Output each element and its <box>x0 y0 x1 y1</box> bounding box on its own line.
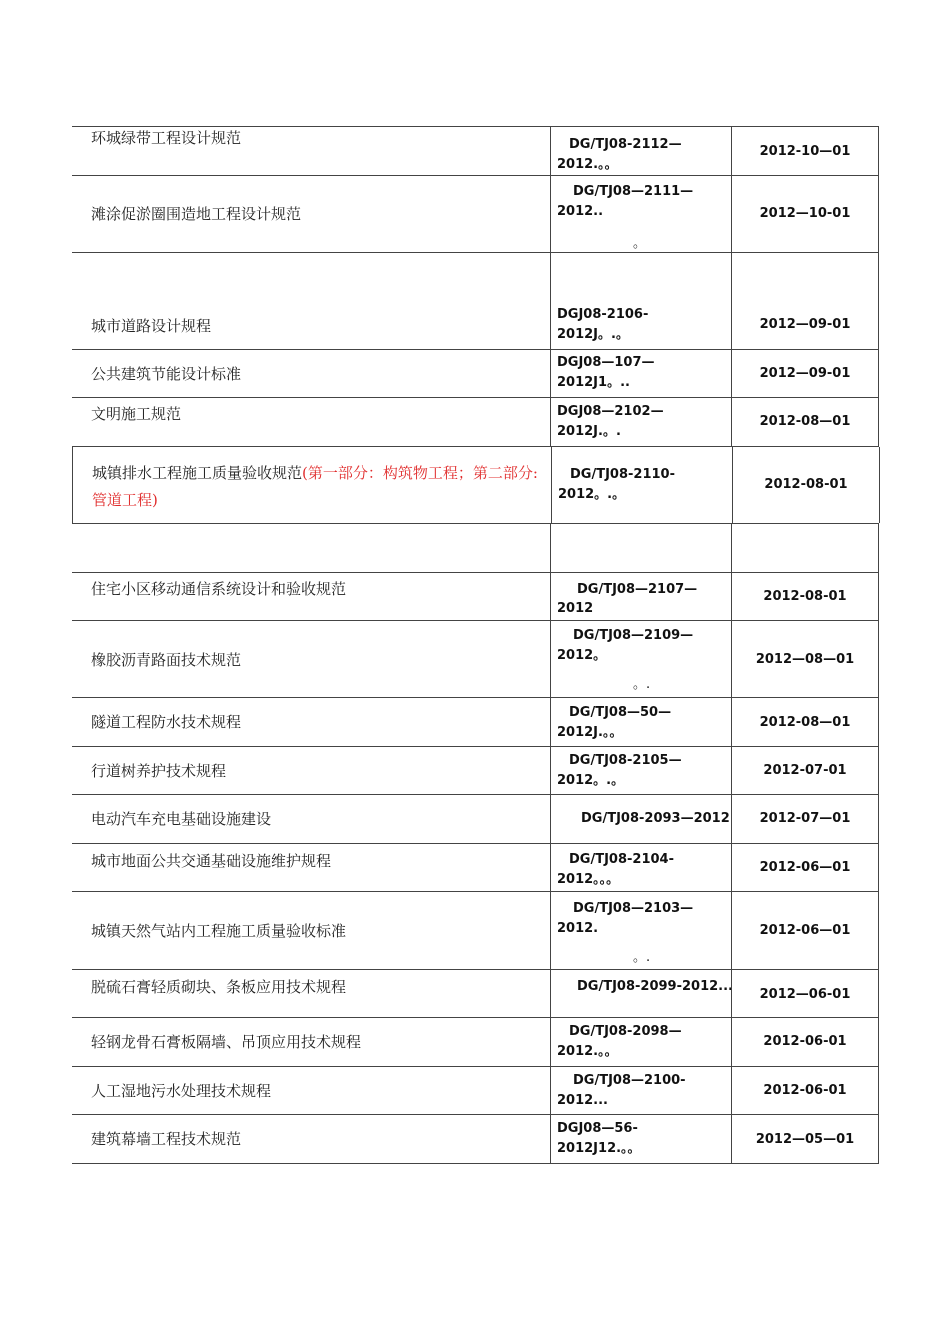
standard-name <box>92 460 541 514</box>
name-cell <box>72 844 550 891</box>
code-cell <box>550 573 731 620</box>
standard-code: DG/TJ08—2109— <box>573 628 694 643</box>
effective-date: 2012-07—01 <box>759 811 851 826</box>
name-cell <box>72 524 550 572</box>
name-cell <box>72 621 550 697</box>
date-cell <box>731 892 879 969</box>
standard-code: DG/TJ08-2112— <box>569 137 682 152</box>
standard-name: 行道树养护技术规程 <box>91 762 227 780</box>
standard-code: DGJ08—56- <box>557 1121 638 1136</box>
standard-code-cont: 2012... <box>557 1093 608 1108</box>
standard-code: DG/TJ08-2099-2012... <box>577 979 733 994</box>
table-row <box>72 698 879 747</box>
effective-date: 2012-08—01 <box>759 414 851 429</box>
standard-name: 电动汽车充电基础设施建设 <box>91 810 272 828</box>
date-cell <box>731 1018 879 1066</box>
stray-marks: 。. <box>633 677 651 692</box>
name-cell <box>72 698 550 746</box>
table-row <box>72 621 879 698</box>
effective-date: 2012—08—01 <box>755 652 855 667</box>
standard-code-cont: 2012.. <box>557 204 604 219</box>
effective-date: 2012—05—01 <box>755 1132 855 1147</box>
date-cell <box>731 573 879 620</box>
standard-name: 公共建筑节能设计标准 <box>91 365 242 383</box>
standard-code: DG/TJ08—50— <box>569 705 672 720</box>
date-cell <box>731 970 879 1017</box>
name-cell <box>72 747 550 794</box>
standard-name: 滩涂促淤圈围造地工程设计规范 <box>91 205 302 223</box>
standard-code: DGJ08—107— <box>557 355 655 370</box>
name-cell <box>72 1018 550 1066</box>
empty-row <box>72 524 879 573</box>
name-cell <box>72 127 550 175</box>
effective-date: 2012-08-01 <box>763 589 847 604</box>
name-cell <box>72 573 550 620</box>
standard-name: 文明施工规范 <box>91 405 182 423</box>
code-cell <box>550 892 731 969</box>
table-row <box>72 253 879 350</box>
effective-date: 2012-08-01 <box>764 477 848 492</box>
code-cell <box>551 447 732 523</box>
standard-code: DG/TJ08-2110- <box>570 467 675 482</box>
date-cell <box>731 698 879 746</box>
standard-code: DG/TJ08-2104- <box>569 852 674 867</box>
table-row <box>72 970 879 1018</box>
date-cell <box>731 795 879 843</box>
name-cell <box>73 447 551 523</box>
date-cell <box>731 747 879 794</box>
code-cell <box>550 524 731 572</box>
stray-marks: 。 <box>633 236 647 251</box>
date-cell <box>731 253 879 349</box>
table-row <box>72 1067 879 1115</box>
code-cell <box>550 621 731 697</box>
effective-date: 2012—06-01 <box>759 987 851 1002</box>
standard-name-text: 城镇排水工程施工质量验收规范 <box>92 464 303 482</box>
standard-name: 建筑幕墙工程技术规范 <box>91 1130 242 1148</box>
effective-date: 2012-06—01 <box>759 860 851 875</box>
table-row <box>72 1018 879 1067</box>
name-cell <box>72 1067 550 1114</box>
date-cell <box>731 398 879 446</box>
parts-note: (第一部分：构筑物工程；第二部分:管道工程) <box>92 464 538 509</box>
standard-code-cont: 2012J。.。 <box>557 327 629 342</box>
code-cell <box>550 1067 731 1114</box>
table-row <box>72 398 879 447</box>
standard-code-cont: 2012.。。 <box>557 157 618 172</box>
table-row <box>72 892 879 970</box>
date-cell <box>731 621 879 697</box>
name-cell <box>72 892 550 969</box>
standard-code: DG/TJ08-2093—2012 <box>581 811 730 826</box>
date-cell <box>732 447 880 523</box>
table-row <box>72 447 879 524</box>
standard-name: 城市道路设计规程 <box>91 317 212 335</box>
standard-code-cont: 2012J12.。。 <box>557 1141 641 1156</box>
date-cell <box>731 844 879 891</box>
standard-name: 橡胶沥青路面技术规范 <box>91 651 242 669</box>
name-cell <box>72 795 550 843</box>
standard-name: 人工湿地污水处理技术规程 <box>91 1082 272 1100</box>
table-row <box>72 176 879 253</box>
code-cell <box>550 1115 731 1163</box>
standard-code-cont: 2012J.。. <box>557 424 621 439</box>
table-row <box>72 350 879 398</box>
effective-date: 2012-10—01 <box>759 144 851 159</box>
code-cell <box>550 176 731 252</box>
date-cell <box>731 350 879 397</box>
standard-code-cont: 2012J.。。 <box>557 725 623 740</box>
table-row <box>72 747 879 795</box>
code-cell <box>550 844 731 891</box>
table-row <box>72 844 879 892</box>
standard-code: DGJ08-2106- <box>557 307 649 322</box>
standard-code-cont: 2012.。。 <box>557 1044 618 1059</box>
standards-table <box>72 126 879 1164</box>
table-row <box>72 126 879 176</box>
code-cell <box>550 698 731 746</box>
standard-code-cont: 2012。.。 <box>557 773 625 788</box>
standard-code: DGJ08—2102— <box>557 404 664 419</box>
standard-name: 城市地面公共交通基础设施维护规程 <box>91 852 332 870</box>
standard-name: 隧道工程防水技术规程 <box>91 713 242 731</box>
effective-date: 2012-06—01 <box>759 923 851 938</box>
standard-code: DG/TJ08—2107— <box>577 582 698 597</box>
table-row <box>72 1115 879 1164</box>
standard-code-cont: 2012J1。.. <box>557 375 630 390</box>
standard-code-cont: 2012. <box>557 921 599 936</box>
code-cell <box>550 1018 731 1066</box>
standard-code-cont: 2012。.。 <box>558 487 626 502</box>
standard-name: 环城绿带工程设计规范 <box>91 129 242 147</box>
standard-name: 脱硫石膏轻质砌块、条板应用技术规程 <box>91 978 347 996</box>
code-cell <box>550 253 731 349</box>
code-cell <box>550 398 731 446</box>
date-cell <box>731 1067 879 1114</box>
code-cell <box>550 970 731 1017</box>
name-cell <box>72 398 550 446</box>
standard-code: DG/TJ08-2105— <box>569 753 682 768</box>
table-row <box>72 573 879 621</box>
date-cell <box>731 127 879 175</box>
effective-date: 2012—09-01 <box>759 366 851 381</box>
date-cell <box>731 524 879 572</box>
standard-code: DG/TJ08—2103— <box>573 901 694 916</box>
effective-date: 2012-07-01 <box>763 763 847 778</box>
standard-code-cont: 2012 <box>557 601 594 616</box>
effective-date: 2012-06-01 <box>763 1034 847 1049</box>
code-cell <box>550 127 731 175</box>
standard-name: 城镇天然气站内工程施工质量验收标准 <box>91 922 347 940</box>
code-cell <box>550 747 731 794</box>
standard-code: DG/TJ08-2098— <box>569 1024 682 1039</box>
name-cell <box>72 350 550 397</box>
effective-date: 2012-06-01 <box>763 1083 847 1098</box>
name-cell <box>72 176 550 252</box>
effective-date: 2012—10-01 <box>759 206 851 221</box>
standard-code: DG/TJ08—2111— <box>573 184 694 199</box>
standard-code-cont: 2012。。。 <box>557 872 620 887</box>
code-cell <box>550 795 731 843</box>
name-cell <box>72 253 550 349</box>
standard-name: 轻钢龙骨石膏板隔墙、吊顶应用技术规程 <box>91 1033 362 1051</box>
standard-code-cont: 2012。 <box>557 648 607 663</box>
standard-code: DG/TJ08—2100- <box>573 1073 686 1088</box>
stray-marks: 。. <box>633 950 651 965</box>
effective-date: 2012-08—01 <box>759 715 851 730</box>
standard-name: 住宅小区移动通信系统设计和验收规范 <box>91 580 347 598</box>
date-cell <box>731 176 879 252</box>
table-row <box>72 795 879 844</box>
name-cell <box>72 1115 550 1163</box>
effective-date: 2012—09-01 <box>759 317 851 332</box>
date-cell <box>731 1115 879 1163</box>
name-cell <box>72 970 550 1017</box>
code-cell <box>550 350 731 397</box>
